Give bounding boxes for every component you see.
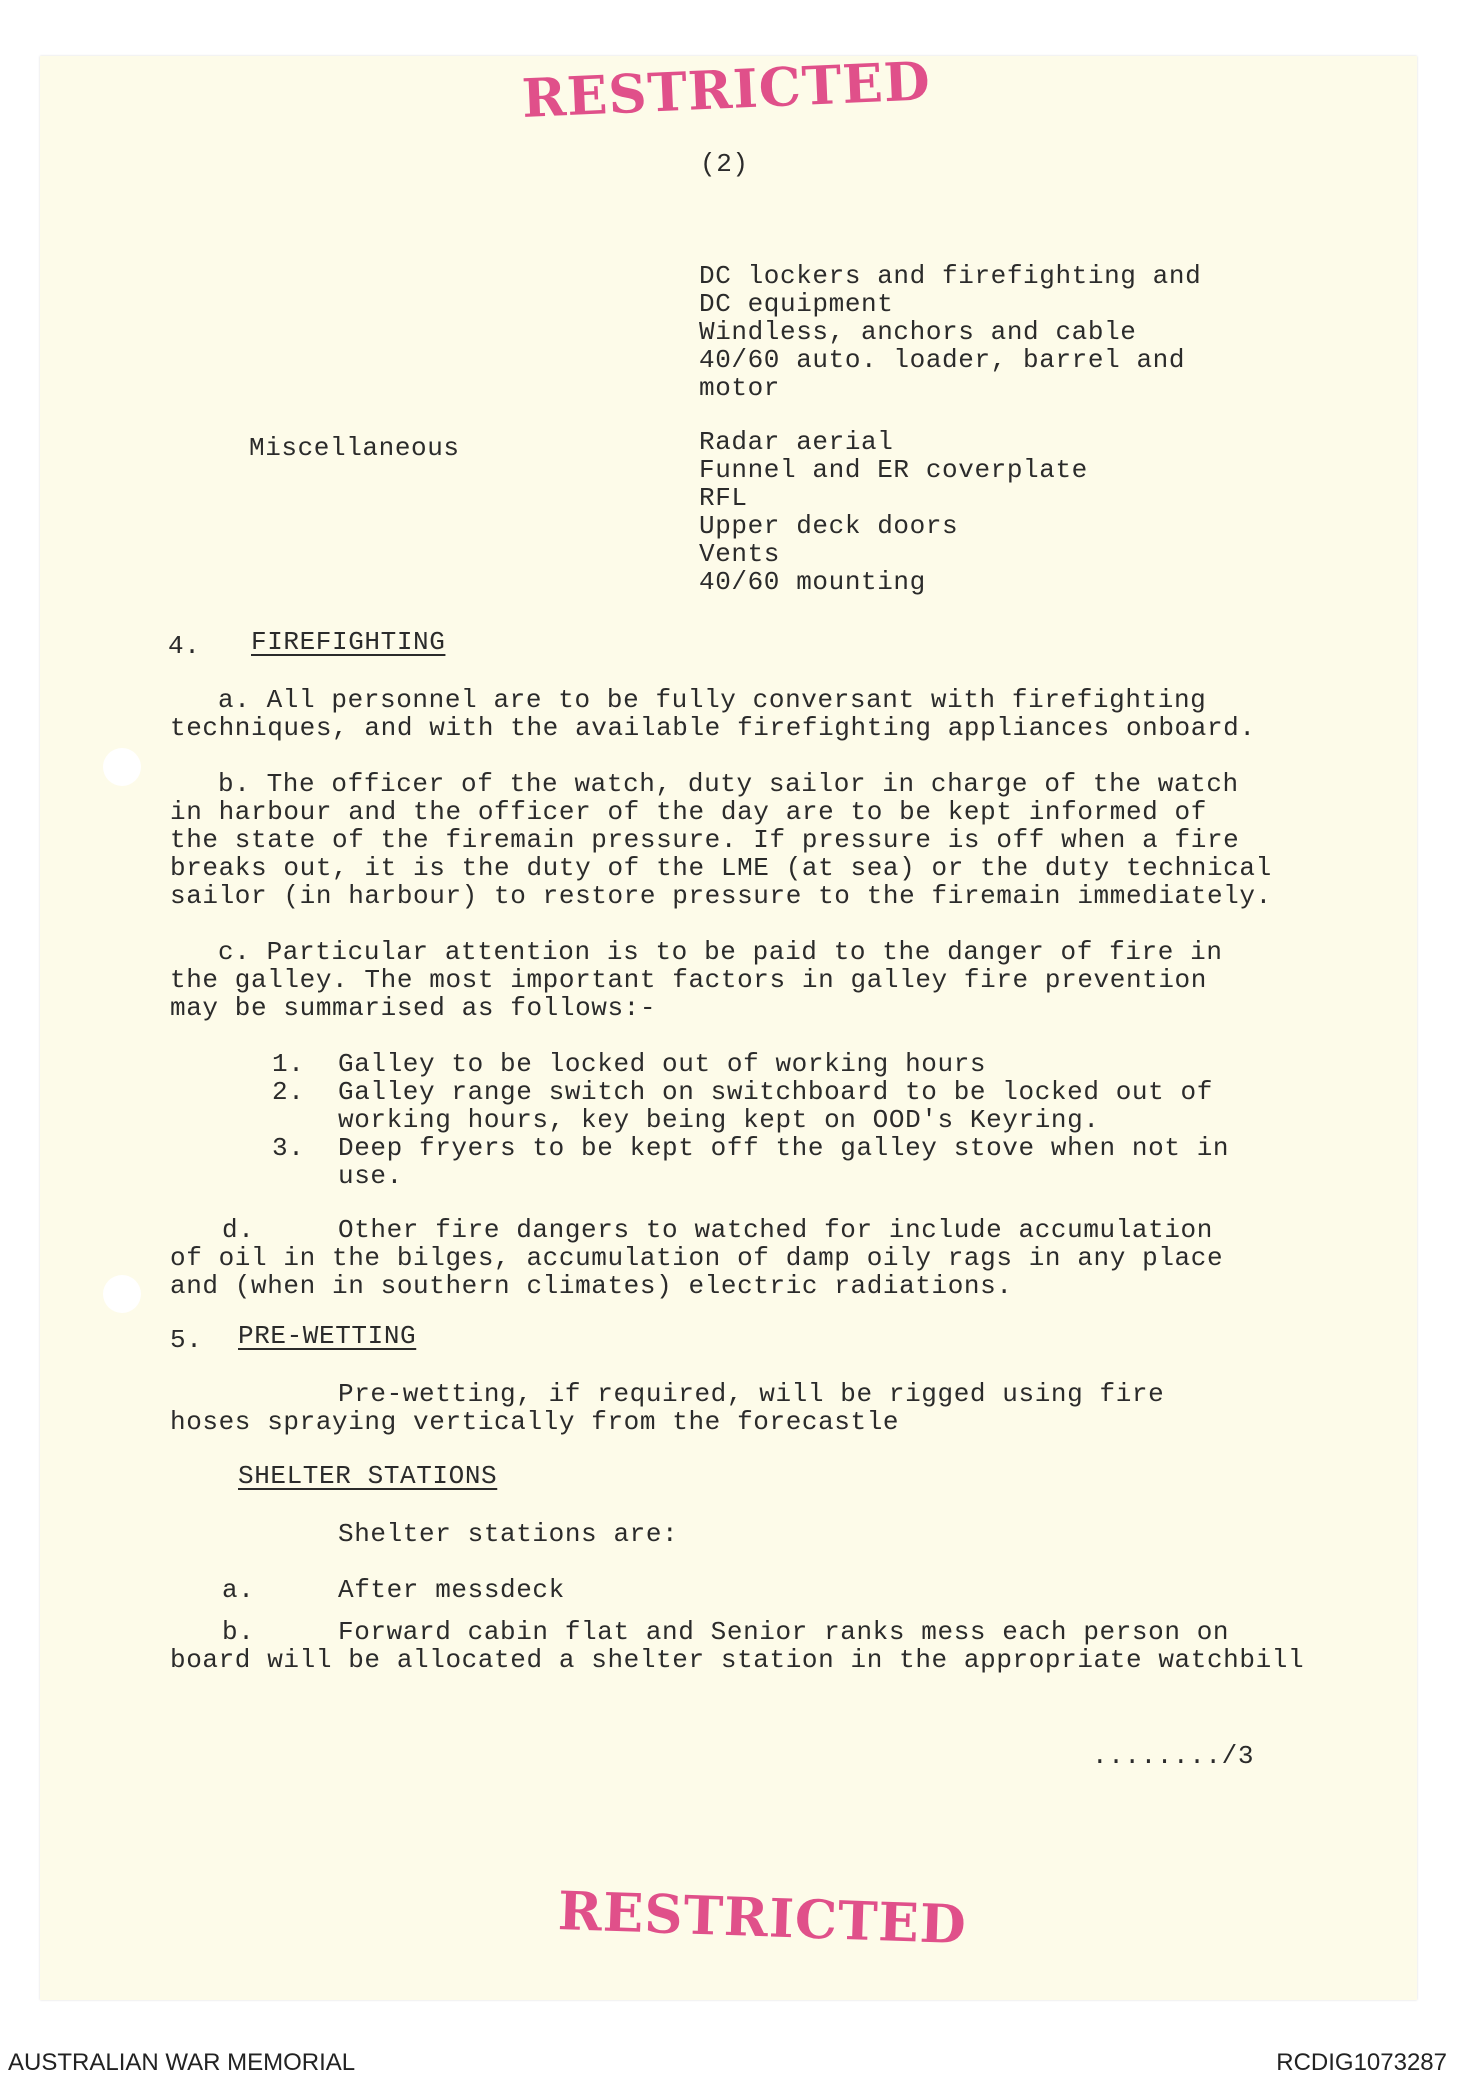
footer-source: AUSTRALIAN WAR MEMORIAL <box>8 2049 356 2076</box>
para-4a-line: a. All personnel are to be fully conversant with firefighting <box>218 685 1207 715</box>
para-5-line: Pre-wetting, if required, will be rigged using fire <box>338 1379 1165 1409</box>
list-number: 2. <box>272 1077 305 1107</box>
misc-item: Vents <box>699 539 781 569</box>
para-4d-line: and (when in southern climates) electric radiations. <box>170 1271 1013 1301</box>
restricted-stamp-top: RESTRICTED <box>520 50 932 130</box>
para-4d-line: of oil in the bilges, accumulation of damp oily rags in any place <box>170 1243 1224 1273</box>
para-4c-line: the galley. The most important factors in galley fire prevention <box>170 965 1207 995</box>
misc-item: Radar aerial <box>699 427 894 457</box>
section-5-heading: PRE-WETTING <box>238 1321 417 1351</box>
equipment-line: 40/60 auto. loader, barrel and <box>699 345 1186 375</box>
shelter-a-label: a. <box>222 1575 255 1605</box>
shelter-b-label: b. <box>222 1617 255 1647</box>
punch-hole <box>103 748 141 786</box>
para-4b-line: in harbour and the officer of the day are to be kept informed of <box>170 797 1207 827</box>
equipment-line: DC lockers and firefighting and <box>699 261 1202 291</box>
misc-item: 40/60 mounting <box>699 567 926 597</box>
shelter-b-line: board will be allocated a shelter station in the appropriate watchbill <box>170 1645 1305 1675</box>
list-item-text: Deep fryers to be kept off the galley stove when not in <box>338 1133 1230 1163</box>
para-4c-line: c. Particular attention is to be paid to the danger of fire in <box>218 937 1223 967</box>
section-4-number: 4. <box>168 631 201 661</box>
list-item-text: working hours, key being kept on OOD's Keyring. <box>338 1105 1100 1135</box>
shelter-a-text: After messdeck <box>338 1575 565 1605</box>
shelter-stations-heading: SHELTER STATIONS <box>238 1461 498 1491</box>
footer-record-id: RCDIG1073287 <box>1276 2049 1447 2076</box>
para-4d-line: Other fire dangers to watched for include accumulation <box>338 1215 1213 1245</box>
list-item-text: Galley to be locked out of working hours <box>338 1049 987 1079</box>
page-number: (2) <box>700 149 749 179</box>
shelter-b-line: Forward cabin flat and Senior ranks mess each person on <box>338 1617 1230 1647</box>
para-4c-line: may be summarised as follows:- <box>170 993 657 1023</box>
list-item-text: Galley range switch on switchboard to be locked out of <box>338 1077 1213 1107</box>
misc-item: Upper deck doors <box>699 511 959 541</box>
equipment-line: DC equipment <box>699 289 894 319</box>
list-item-text: use. <box>338 1161 403 1191</box>
shelter-intro: Shelter stations are: <box>338 1519 679 1549</box>
list-number: 3. <box>272 1133 305 1163</box>
section-5-number: 5. <box>170 1325 203 1355</box>
continuation-marker: ......../3 <box>1092 1741 1255 1771</box>
section-4-heading: FIREFIGHTING <box>251 627 446 657</box>
para-4b-line: breaks out, it is the duty of the LME (at sea) or the duty technical <box>170 853 1272 883</box>
para-4b-line: the state of the firemain pressure. If pressure is off when a fire <box>170 825 1240 855</box>
para-5-line: hoses spraying vertically from the forecastle <box>170 1407 900 1437</box>
miscellaneous-label: Miscellaneous <box>249 433 460 463</box>
equipment-line: Windless, anchors and cable <box>699 317 1137 347</box>
para-4d-label: d. <box>222 1215 255 1245</box>
equipment-line: motor <box>699 373 781 403</box>
misc-item: Funnel and ER coverplate <box>699 455 1088 485</box>
misc-item: RFL <box>699 483 748 513</box>
para-4b-line: sailor (in harbour) to restore pressure to the firemain immediately. <box>170 881 1272 911</box>
restricted-stamp-bottom: RESTRICTED <box>556 1880 968 1957</box>
punch-hole <box>103 1275 141 1313</box>
para-4b-line: b. The officer of the watch, duty sailor in charge of the watch <box>218 769 1239 799</box>
list-number: 1. <box>272 1049 305 1079</box>
para-4a-line: techniques, and with the available firefighting appliances onboard. <box>170 713 1256 743</box>
